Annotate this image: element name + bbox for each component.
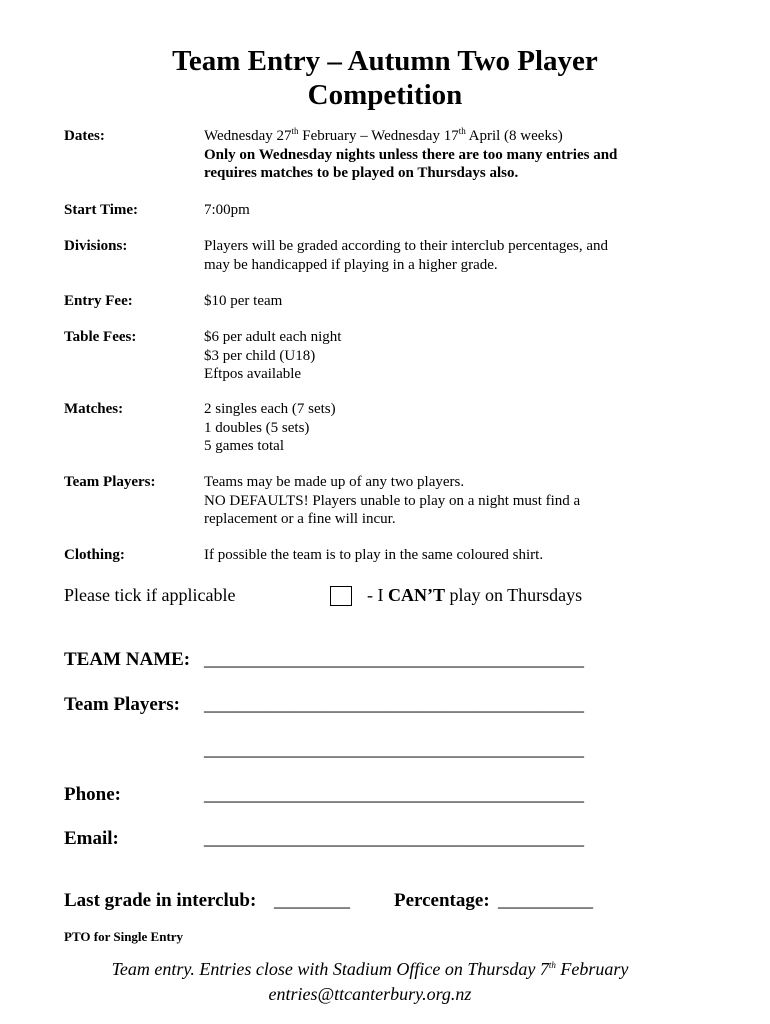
percentage-field[interactable]: __________	[498, 890, 593, 911]
percentage-label: Percentage:	[394, 890, 490, 911]
last-grade-label: Last grade in interclub:	[64, 890, 257, 911]
team-players-line-2: NO DEFAULTS! Players unable to play on a night must find a	[204, 492, 581, 509]
last-grade-field[interactable]: ________	[274, 890, 350, 911]
divisions-line-1: Players will be graded according to their interclub percentages, and	[204, 238, 609, 254]
title-line-2: Competition	[307, 79, 463, 111]
matches-line-2: 1 doubles (5 sets)	[204, 419, 310, 436]
entry-fee-label: Entry Fee:	[64, 293, 133, 309]
phone-label: Phone:	[64, 784, 121, 805]
matches-line-1: 2 singles each (7 sets)	[204, 401, 336, 417]
clothing-value: If possible the team is to play in the same coloured shirt.	[204, 547, 544, 563]
dates-note-line-2: requires matches to be played on Thursdays also.	[204, 165, 519, 181]
team-players-info-label: Team Players:	[64, 474, 156, 490]
team-players-line-1: Teams may be made up of any two players.	[204, 474, 465, 490]
team-player-1-field[interactable]: ________________________________________	[204, 694, 584, 715]
title-line-1: Team Entry – Autumn Two Player	[172, 45, 598, 77]
dates-label: Dates:	[64, 128, 105, 144]
footer-deadline: Team entry. Entries close with Stadium Office on Thursday 7th February	[111, 959, 629, 979]
entry-fee-value: $10 per team	[204, 293, 283, 309]
cant-play-thursdays-checkbox[interactable]	[330, 586, 352, 606]
email-label: Email:	[64, 828, 119, 849]
clothing-label: Clothing:	[64, 547, 125, 563]
dates-note-line-1: Only on Wednesday nights unless there are too many entries and	[204, 146, 618, 163]
table-fees-line-3: Eftpos available	[204, 366, 302, 382]
team-player-2-field[interactable]: ________________________________________	[204, 739, 584, 760]
divisions-line-2: may be handicapped if playing in a higher grade.	[204, 256, 498, 273]
divisions-label: Divisions:	[64, 238, 128, 254]
start-time-label: Start Time:	[64, 202, 139, 218]
team-players-label: Team Players:	[64, 694, 180, 715]
table-fees-line-1: $6 per adult each night	[204, 329, 342, 345]
tick-instruction: Please tick if applicable	[64, 585, 236, 605]
matches-line-3: 5 games total	[204, 438, 284, 454]
email-field[interactable]: ________________________________________	[204, 828, 584, 849]
team-players-line-3: replacement or a fine will incur.	[204, 511, 396, 527]
cant-play-thursdays-label: - I CAN’T play on Thursdays	[367, 585, 583, 605]
matches-label: Matches:	[64, 401, 124, 417]
team-name-field[interactable]: ________________________________________	[204, 649, 584, 670]
page-title	[0, 44, 770, 112]
dates-value: Wednesday 27th February – Wednesday 17th April (8 weeks) Only on Wednesday nights unless there are too many entries and requires matches to be played on Thursdays also.	[204, 127, 684, 183]
footer-email: entries@ttcanterbury.org.nz	[268, 984, 472, 1004]
start-time-value: 7:00pm	[204, 202, 250, 218]
phone-field[interactable]: ________________________________________	[204, 784, 584, 805]
pto-note: PTO for Single Entry	[64, 929, 184, 944]
team-name-label: TEAM NAME:	[64, 649, 191, 670]
table-fees-line-2: $3 per child (U18)	[204, 347, 316, 364]
table-fees-label: Table Fees:	[64, 329, 137, 345]
